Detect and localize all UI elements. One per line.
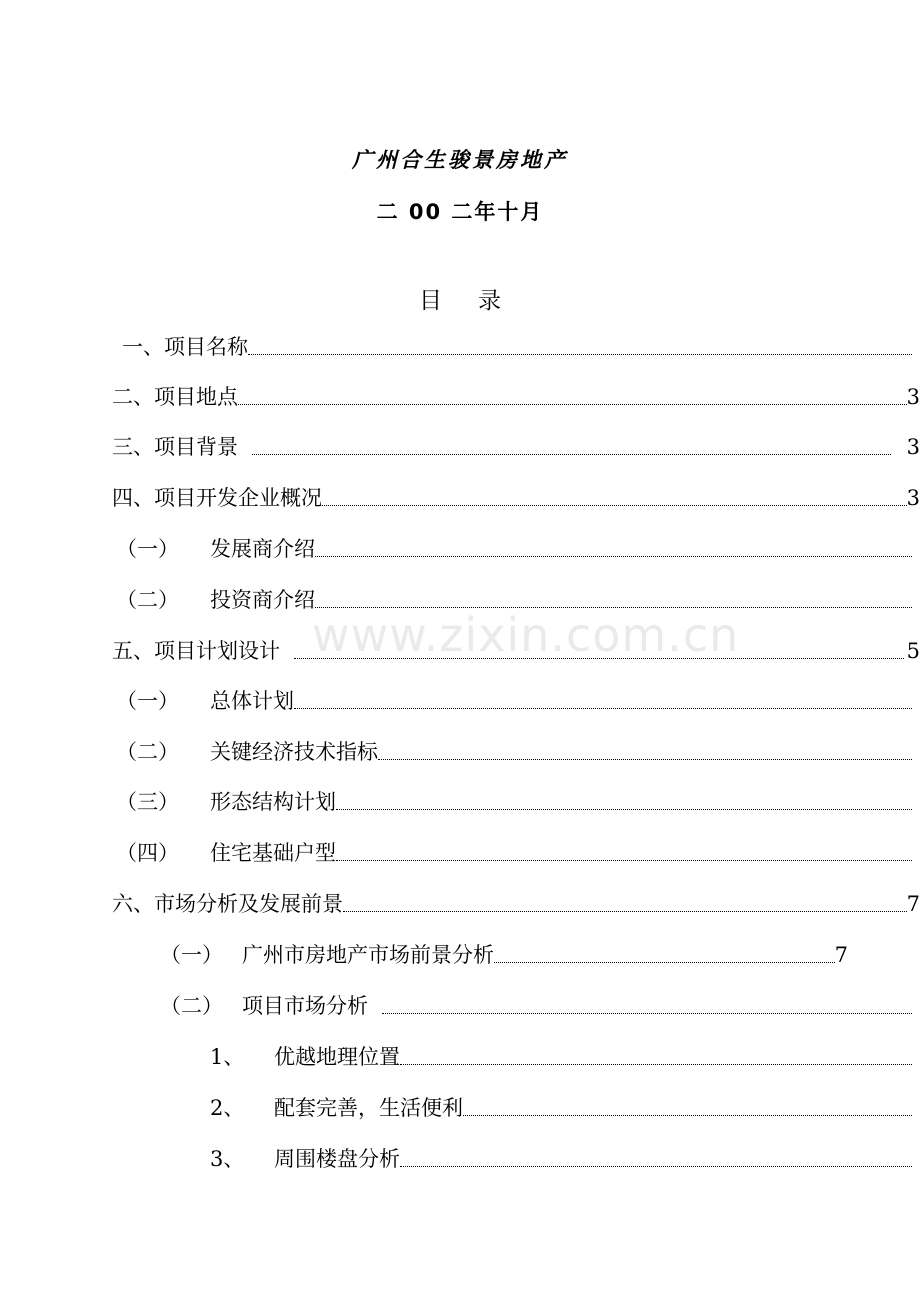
toc-entry-page: 5 [906,639,920,663]
toc-entry[interactable] [116,838,920,868]
toc-entry[interactable] [116,686,920,716]
toc-entry-page: 3 [906,385,920,409]
toc-entry[interactable] [112,889,920,919]
company-name: 广州合生骏景房地产 [352,148,568,172]
toc-entry-number: 五、 [112,639,154,663]
toc-entry[interactable] [112,382,920,412]
toc-leader-dots [400,1166,912,1167]
toc-entry-number: 2、 [210,1096,245,1120]
toc-entry[interactable] [116,787,920,817]
toc-entry-number: 二、 [112,385,154,409]
toc-entry[interactable] [122,332,920,362]
toc-leader-dots [315,607,912,608]
toc-entry[interactable] [116,534,920,564]
toc-entry-label: 项目市场分析 [242,994,368,1018]
toc-leader-dots [336,809,912,810]
toc-entry-label: 投资商介绍 [210,588,315,612]
toc-entry-number: （二） [160,994,223,1018]
toc-entry-label: 形态结构计划 [210,790,336,814]
toc-entry-number: （一） [160,943,223,967]
toc-leader-dots [294,658,904,659]
toc-title-char-1: 目 [419,288,442,314]
toc-leader-dots [343,911,907,912]
toc-entry[interactable] [210,1042,920,1072]
toc-entry[interactable] [116,585,920,615]
toc-leader-dots [238,404,907,405]
toc-title [0,282,920,315]
document-date: 二 00 二年十月 [376,200,544,224]
toc-entry-label: 发展商介绍 [210,537,315,561]
toc-entry-label: 项目开发企业概况 [154,486,322,510]
toc-entry-page: 7 [906,892,920,916]
toc-leader-dots [315,556,912,557]
toc-entry-number: 四、 [112,486,154,510]
toc-entry-number: （二） [116,588,179,612]
toc-entry-number: （四） [116,841,179,865]
toc-leader-dots [322,505,907,506]
toc-entry-number: 1、 [210,1045,245,1069]
toc-title-char-2: 录 [478,288,501,314]
toc-entry-label: 住宅基础户型 [210,841,336,865]
toc-entry-label: 项目背景 [154,435,238,459]
toc-entry[interactable] [112,432,920,462]
toc-entry-label: 项目名称 [164,335,248,359]
toc-entry-label: 优越地理位置 [274,1045,400,1069]
toc-entry-page: 3 [906,435,920,459]
toc-entry-label: 项目地点 [154,385,238,409]
toc-entry-number: （一） [116,689,179,713]
toc-entry-label: 总体计划 [210,689,294,713]
toc-entry[interactable] [210,1093,920,1123]
toc-entry[interactable] [210,1144,920,1174]
toc-leader-dots [382,1013,912,1014]
toc-entry-page: 7 [834,943,848,967]
toc-leader-dots [294,708,912,709]
toc-leader-dots [378,759,912,760]
toc-leader-dots [463,1115,912,1116]
toc-entry-label: 项目计划设计 [154,639,280,663]
toc-entry[interactable] [160,991,920,1021]
toc-leader-dots [494,962,835,963]
toc-entry[interactable] [112,483,920,513]
toc-entry[interactable] [160,940,848,970]
toc-entry-number: （二） [116,740,179,764]
toc-leader-dots [336,860,912,861]
toc-entry-number: 3、 [210,1147,245,1171]
toc-leader-dots [400,1064,912,1065]
toc-entry[interactable] [116,737,920,767]
toc-entry-number: 一、 [122,335,164,359]
toc-entry-number: 三、 [112,435,154,459]
toc-entry-number: （三） [116,790,179,814]
toc-entry-number: 六、 [112,892,154,916]
toc-entry-page: 3 [906,486,920,510]
toc-entry-label: 市场分析及发展前景 [154,892,343,916]
toc-leader-dots [248,354,912,355]
toc-entry-label: 广州市房地产市场前景分析 [242,943,494,967]
toc-leader-dots [252,454,891,455]
toc-entry-label: 关键经济技术指标 [210,740,378,764]
toc-entry-number: （一） [116,537,179,561]
watermark: www.zixin.com.cn [312,608,740,662]
toc-entry-label: 周围楼盘分析 [274,1147,400,1171]
toc-entry-label: 配套完善，生活便利 [274,1096,463,1120]
toc-entry[interactable] [112,636,920,666]
